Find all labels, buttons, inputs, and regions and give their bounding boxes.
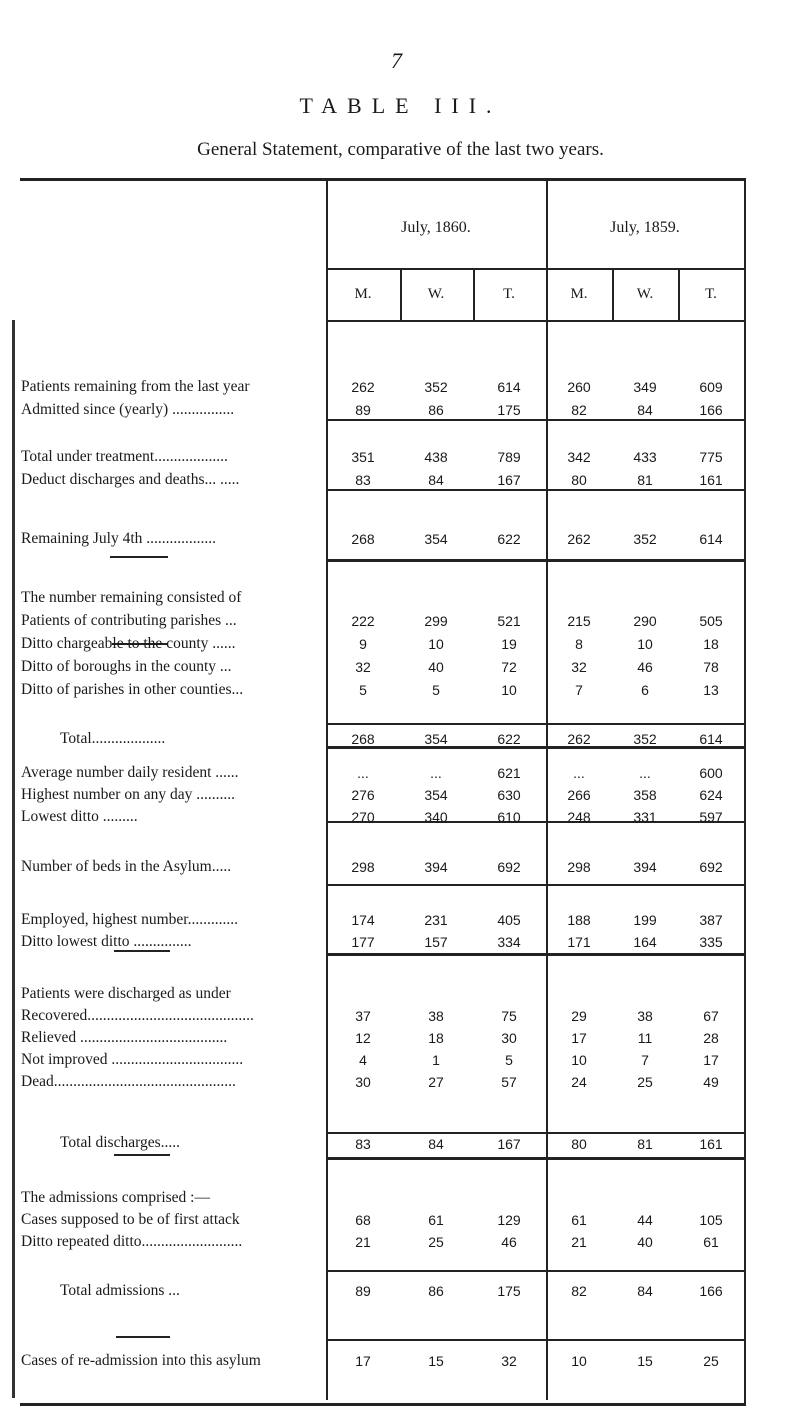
table-cell: 298 <box>351 859 375 875</box>
row-label: Recovered........................................... <box>21 1007 254 1024</box>
table-cell: 25 <box>428 1234 444 1250</box>
table-cell: 298 <box>567 859 591 875</box>
section-rule <box>326 419 744 421</box>
table-cell: ... <box>639 765 651 781</box>
table-cell: 692 <box>699 859 723 875</box>
table-cell: 80 <box>571 1136 587 1152</box>
column-divider <box>678 268 680 320</box>
table-cell: 40 <box>428 659 444 675</box>
section-heading: The admissions comprised :— <box>21 1189 210 1206</box>
table-cell: 21 <box>355 1234 371 1250</box>
row-label: Patients remaining from the last year <box>21 378 250 395</box>
section-rule <box>326 884 744 886</box>
table-cell: 157 <box>424 934 448 950</box>
table-cell: 215 <box>567 613 591 629</box>
table-cell: 12 <box>355 1030 371 1046</box>
table-cell: 166 <box>699 1283 723 1299</box>
table-cell: 30 <box>355 1074 371 1090</box>
column-divider <box>400 268 402 320</box>
table-cell: 17 <box>355 1353 371 1369</box>
table-cell: 5 <box>432 682 440 698</box>
column-header-m-1860: M. <box>354 286 372 302</box>
page-number: 7 <box>391 48 402 73</box>
table-cell: 21 <box>571 1234 587 1250</box>
table-cell: 167 <box>497 1136 521 1152</box>
table-cell: 15 <box>637 1353 653 1369</box>
table-cell: 290 <box>633 613 657 629</box>
table-cell: 775 <box>699 449 723 465</box>
table-cell: 248 <box>567 809 591 825</box>
row-label: Total under treatment................... <box>21 448 228 465</box>
table-cell: 299 <box>424 613 448 629</box>
table-cell: 80 <box>571 472 587 488</box>
table-cell: 25 <box>637 1074 653 1090</box>
table-cell: 394 <box>633 859 657 875</box>
table-cell: ... <box>430 765 442 781</box>
table-cell: 354 <box>424 731 448 747</box>
table-cell: 622 <box>497 531 521 547</box>
table-cell: 61 <box>571 1212 587 1228</box>
table-cell: 262 <box>567 731 591 747</box>
table-cell: 614 <box>699 531 723 547</box>
table-cell: 57 <box>501 1074 517 1090</box>
table-cell: 32 <box>501 1353 517 1369</box>
label-dash <box>110 556 168 558</box>
table-cell: 10 <box>428 636 444 652</box>
row-label: Ditto of boroughs in the county ... <box>21 658 232 675</box>
table-cell: 129 <box>497 1212 521 1228</box>
column-header-m-1859: M. <box>570 286 588 302</box>
table-cell: 82 <box>571 402 587 418</box>
table-cell: 84 <box>637 1283 653 1299</box>
header-rule <box>326 268 744 270</box>
row-label: Highest number on any day .......... <box>21 786 235 803</box>
table-cell: 61 <box>428 1212 444 1228</box>
row-label: Cases of re-admission into this asylum <box>21 1352 261 1369</box>
table-cell: 81 <box>637 472 653 488</box>
table-cell: 27 <box>428 1074 444 1090</box>
row-label: Relieved ...................................... <box>21 1029 228 1046</box>
table-cell: 8 <box>575 636 583 652</box>
section-rule <box>326 489 744 491</box>
table-cell: 334 <box>497 934 521 950</box>
row-label: Deduct discharges and deaths... ..... <box>21 471 240 488</box>
row-label: Total discharges..... <box>60 1134 181 1151</box>
table-cell: 5 <box>505 1052 513 1068</box>
table-cell: 161 <box>699 472 723 488</box>
table-cell: 7 <box>641 1052 649 1068</box>
table-cell: 270 <box>351 809 375 825</box>
table-cell: 276 <box>351 787 375 803</box>
table-cell: 231 <box>424 912 448 928</box>
table-cell: 46 <box>501 1234 517 1250</box>
row-label: Total................... <box>60 730 166 747</box>
table-cell: 171 <box>567 934 591 950</box>
table-title: TABLE III. <box>299 93 502 118</box>
section-heading: Patients were discharged as under <box>21 985 231 1002</box>
row-label: Remaining July 4th .................. <box>21 530 217 547</box>
table-cell: 37 <box>355 1008 371 1024</box>
table-cell: 61 <box>703 1234 719 1250</box>
table-cell: 86 <box>428 1283 444 1299</box>
table-cell: 75 <box>501 1008 517 1024</box>
table-cell: 72 <box>501 659 517 675</box>
row-label: Cases supposed to be of first attack <box>21 1211 240 1228</box>
row-label: Dead............................................... <box>21 1073 236 1090</box>
table-cell: 177 <box>351 934 375 950</box>
section-rule <box>326 1339 744 1341</box>
table-cell: 692 <box>497 859 521 875</box>
table-cell: 81 <box>637 1136 653 1152</box>
table-cell: 614 <box>497 379 521 395</box>
table-cell: 262 <box>351 379 375 395</box>
table-cell: 331 <box>633 809 657 825</box>
table-cell: 342 <box>567 449 591 465</box>
table-cell: 610 <box>497 809 521 825</box>
table-cell: 222 <box>351 613 375 629</box>
row-label: Average number daily resident ...... <box>21 764 239 781</box>
table-cell: 10 <box>571 1052 587 1068</box>
table-cell: 38 <box>428 1008 444 1024</box>
table-cell: 29 <box>571 1008 587 1024</box>
table-cell: 6 <box>641 682 649 698</box>
table-cell: 17 <box>571 1030 587 1046</box>
left-margin-rule <box>12 320 15 1398</box>
table-cell: 5 <box>359 682 367 698</box>
column-header-w-1859: W. <box>636 286 654 302</box>
section-rule <box>326 559 744 562</box>
table-cell: 67 <box>703 1008 719 1024</box>
table-cell: 89 <box>355 1283 371 1299</box>
table-cell: 352 <box>633 531 657 547</box>
table-cell: 4 <box>359 1052 367 1068</box>
column-divider <box>473 268 475 320</box>
table-cell: 84 <box>428 472 444 488</box>
row-label: Admitted since (yearly) ................ <box>21 401 235 418</box>
row-label: Ditto chargeable to the county ...... <box>21 635 236 652</box>
table-cell: 24 <box>571 1074 587 1090</box>
row-label: Employed, highest number............. <box>21 911 238 928</box>
table-cell: 354 <box>424 787 448 803</box>
row-label: Patients of contributing parishes ... <box>21 612 237 629</box>
table-cell: 7 <box>575 682 583 698</box>
table-cell: 25 <box>703 1353 719 1369</box>
header-bottom-rule <box>326 320 744 322</box>
table-cell: 18 <box>428 1030 444 1046</box>
table-cell: 262 <box>567 531 591 547</box>
table-cell: 49 <box>703 1074 719 1090</box>
table-cell: 188 <box>567 912 591 928</box>
table-cell: 1 <box>432 1052 440 1068</box>
table-cell: 13 <box>703 682 719 698</box>
table-cell: 335 <box>699 934 723 950</box>
table-cell: 433 <box>633 449 657 465</box>
section-heading: The number remaining consisted of <box>21 589 242 606</box>
section-rule <box>326 1132 744 1134</box>
table-cell: 175 <box>497 1283 521 1299</box>
table-cell: 83 <box>355 1136 371 1152</box>
table-cell: 340 <box>424 809 448 825</box>
table-cell: 89 <box>355 402 371 418</box>
table-cell: 521 <box>497 613 521 629</box>
table-cell: 9 <box>359 636 367 652</box>
section-rule <box>326 1270 744 1272</box>
table-cell: 624 <box>699 787 723 803</box>
label-dash <box>116 1336 170 1338</box>
table-cell: 614 <box>699 731 723 747</box>
column-divider <box>326 178 328 1400</box>
row-label: Number of beds in the Asylum..... <box>21 858 232 875</box>
table-cell: 32 <box>355 659 371 675</box>
table-cell: 105 <box>699 1212 723 1228</box>
table-cell: 351 <box>351 449 375 465</box>
table-cell: ... <box>357 765 369 781</box>
row-label: Not improved .................................. <box>21 1051 244 1068</box>
table-cell: 174 <box>351 912 375 928</box>
table-cell: 405 <box>497 912 521 928</box>
row-label: Ditto repeated ditto.......................... <box>21 1233 243 1250</box>
table-cell: 164 <box>633 934 657 950</box>
table-cell: 505 <box>699 613 723 629</box>
table-cell: 166 <box>699 402 723 418</box>
table-cell: 349 <box>633 379 657 395</box>
table-cell: 199 <box>633 912 657 928</box>
table-cell: 68 <box>355 1212 371 1228</box>
table-subtitle: General Statement, comparative of the last two years. <box>197 139 604 160</box>
table-cell: 266 <box>567 787 591 803</box>
table-cell: 10 <box>501 682 517 698</box>
section-rule <box>326 953 744 956</box>
table-cell: 32 <box>571 659 587 675</box>
table-cell: 84 <box>637 402 653 418</box>
group-header-1860: July, 1860. <box>401 219 471 236</box>
table-cell: 268 <box>351 531 375 547</box>
table-cell: 30 <box>501 1030 517 1046</box>
table-cell: 358 <box>633 787 657 803</box>
table-cell: 622 <box>497 731 521 747</box>
row-label: Ditto of parishes in other counties... <box>21 681 244 698</box>
table-cell: 268 <box>351 731 375 747</box>
table-cell: 394 <box>424 859 448 875</box>
table-cell: 84 <box>428 1136 444 1152</box>
table-cell: 387 <box>699 912 723 928</box>
row-label: Total admissions ... <box>60 1282 180 1299</box>
table-cell: 260 <box>567 379 591 395</box>
table-cell: 167 <box>497 472 521 488</box>
table-cell: 354 <box>424 531 448 547</box>
table-cell: 38 <box>637 1008 653 1024</box>
table-cell: 609 <box>699 379 723 395</box>
column-divider <box>612 268 614 320</box>
group-header-1859: July, 1859. <box>610 219 680 236</box>
section-rule <box>326 1157 744 1160</box>
column-header-w-1860: W. <box>427 286 445 302</box>
table-cell: 78 <box>703 659 719 675</box>
column-divider <box>744 178 746 1400</box>
table-cell: 28 <box>703 1030 719 1046</box>
row-label: Ditto lowest ditto ............... <box>21 933 192 950</box>
table-cell: 789 <box>497 449 521 465</box>
table-cell: 352 <box>633 731 657 747</box>
table-cell: 161 <box>699 1136 723 1152</box>
table-cell: 11 <box>637 1030 653 1046</box>
table-cell: 82 <box>571 1283 587 1299</box>
column-divider <box>546 178 548 1400</box>
table-cell: 19 <box>501 636 517 652</box>
table-cell: 40 <box>637 1234 653 1250</box>
table-cell: 597 <box>699 809 723 825</box>
table-cell: 600 <box>699 765 723 781</box>
table-cell: 438 <box>424 449 448 465</box>
table-cell: 83 <box>355 472 371 488</box>
table-cell: ... <box>573 765 585 781</box>
table-cell: 352 <box>424 379 448 395</box>
table-cell: 86 <box>428 402 444 418</box>
table-cell: 10 <box>637 636 653 652</box>
label-dash <box>114 1154 170 1156</box>
row-label: Lowest ditto ......... <box>21 808 138 825</box>
column-header-t-1860: T. <box>503 286 515 302</box>
table-cell: 46 <box>637 659 653 675</box>
table-cell: 10 <box>571 1353 587 1369</box>
table-cell: 630 <box>497 787 521 803</box>
table-cell: 15 <box>428 1353 444 1369</box>
table-cell: 18 <box>703 636 719 652</box>
table-cell: 621 <box>497 765 521 781</box>
table-cell: 44 <box>637 1212 653 1228</box>
column-header-t-1859: T. <box>705 286 717 302</box>
section-rule <box>326 723 744 725</box>
table-cell: 175 <box>497 402 521 418</box>
table-cell: 17 <box>703 1052 719 1068</box>
